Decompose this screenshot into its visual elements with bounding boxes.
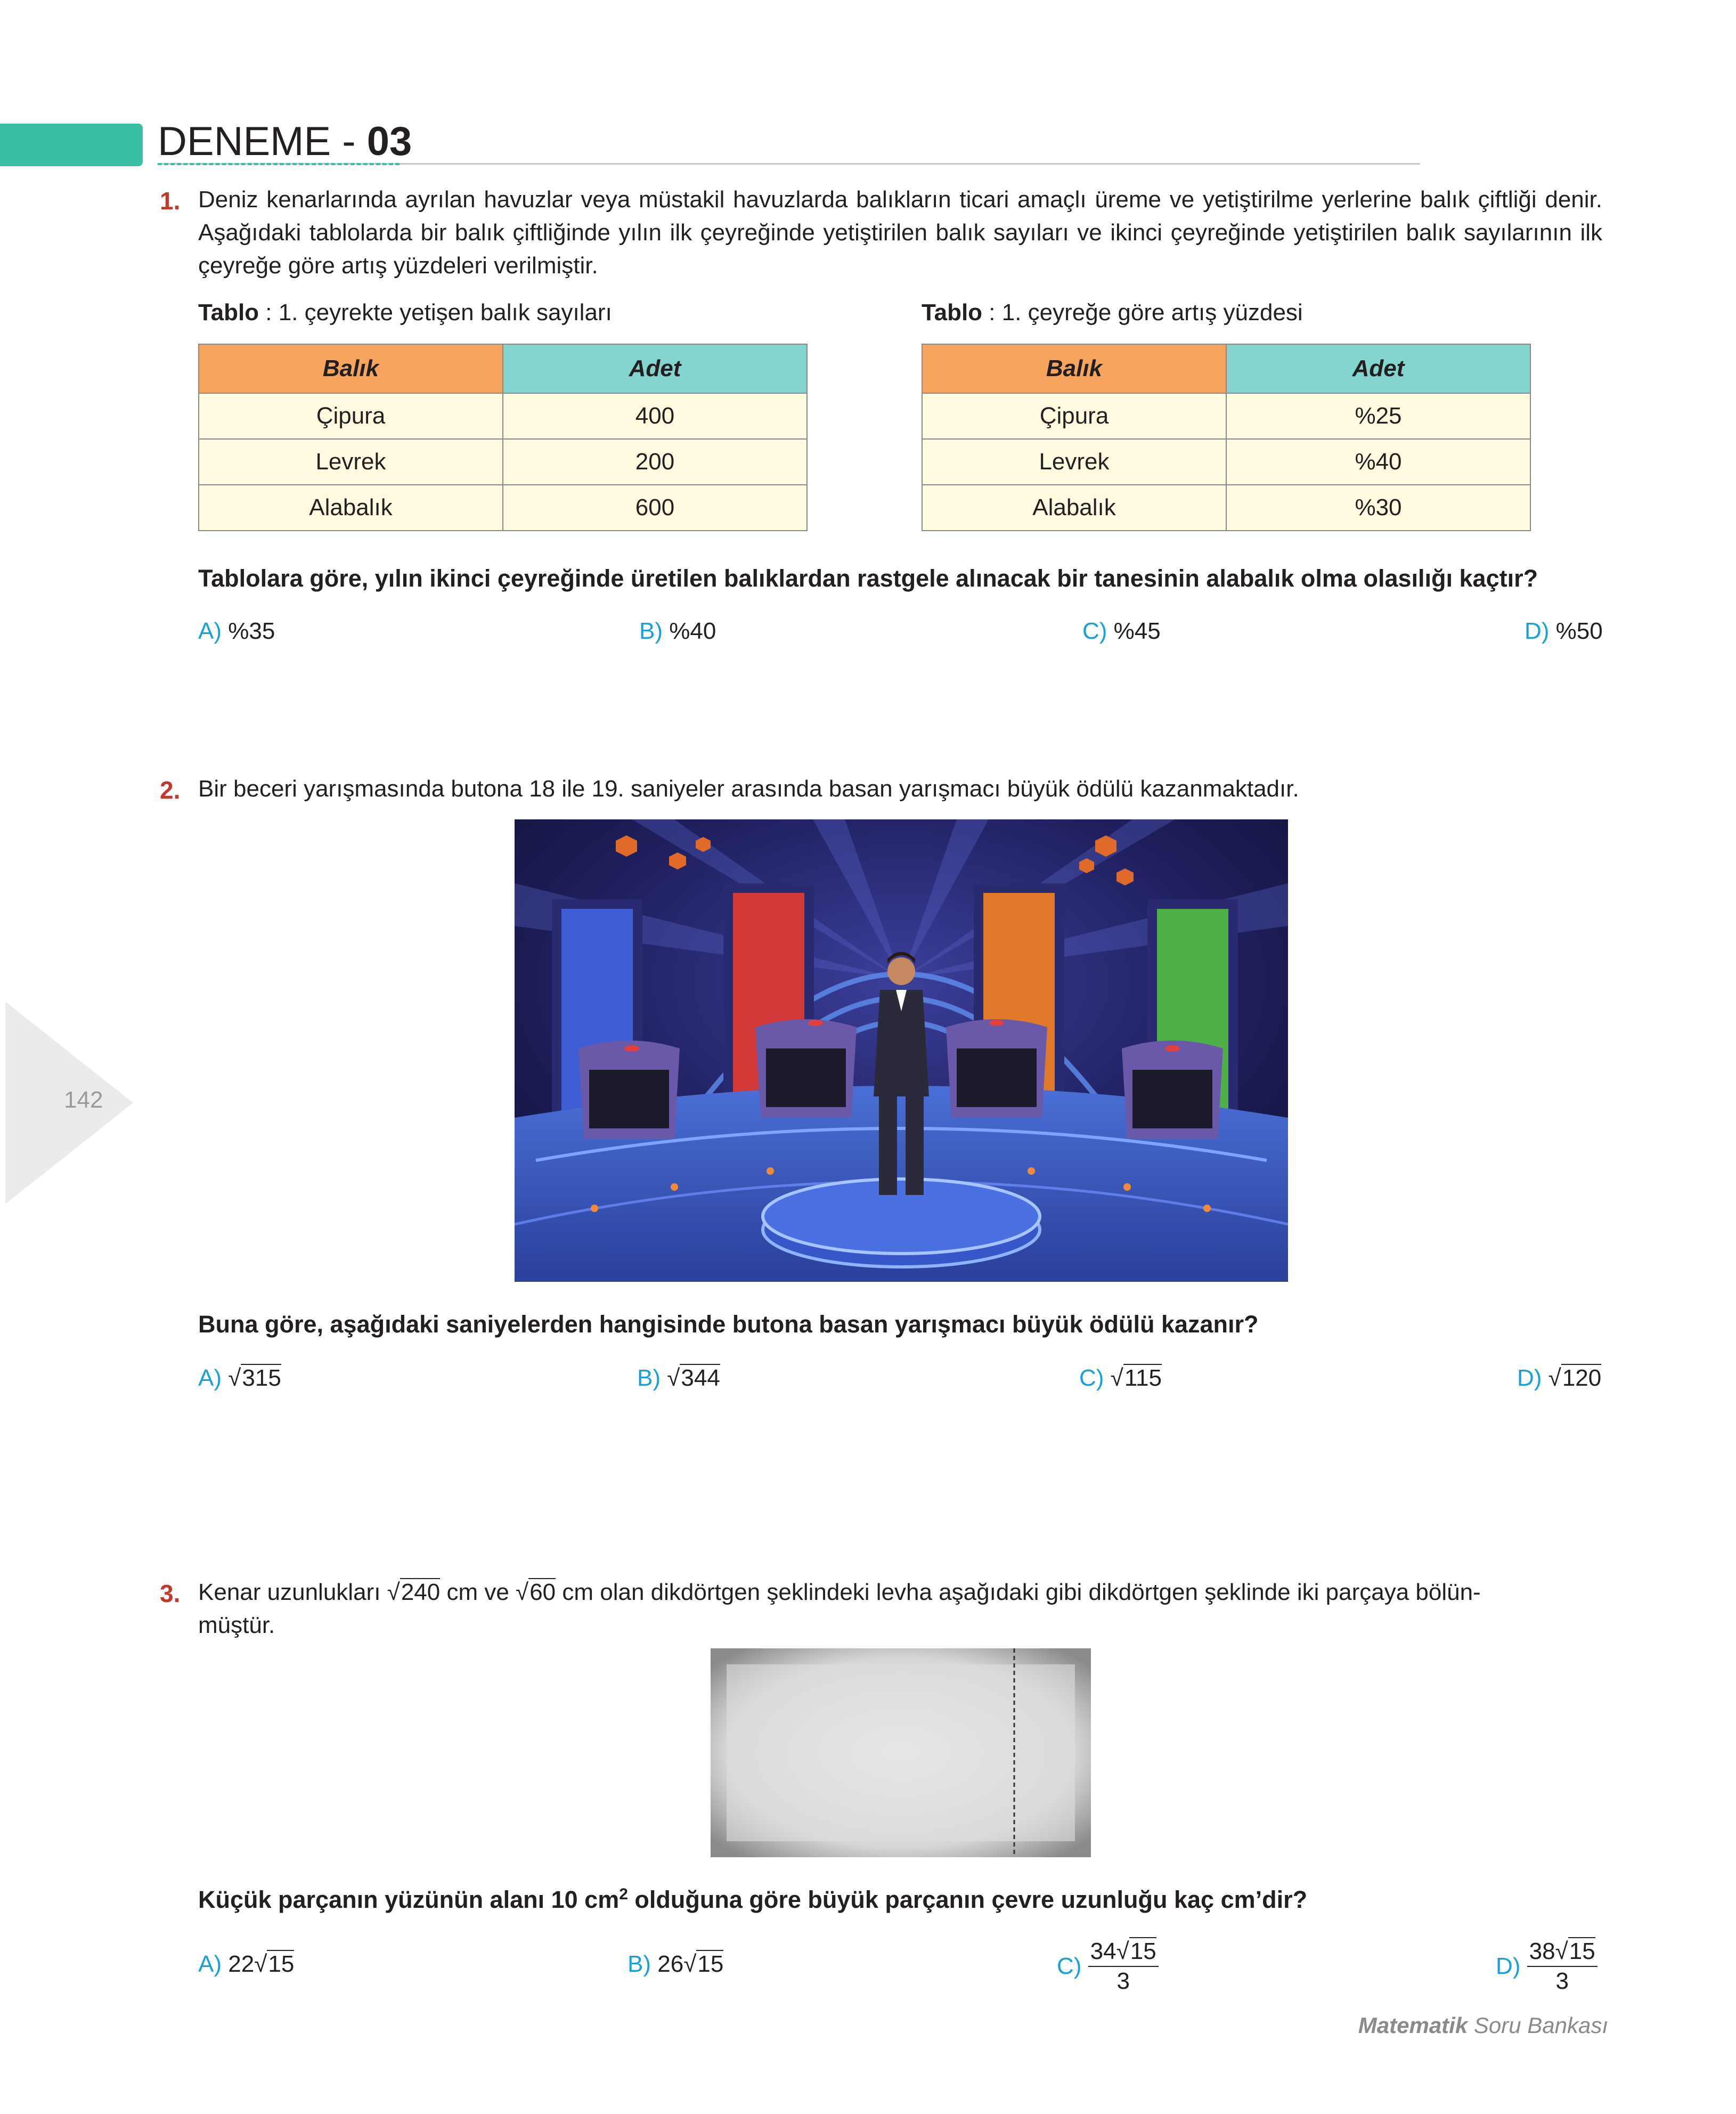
- q1-number: 1.: [160, 187, 181, 215]
- table1-header-count: Adet: [503, 344, 807, 393]
- table-row: [199, 485, 807, 531]
- table-row: [199, 393, 807, 439]
- q1-table2-caption: Tablo : 1. çeyreğe göre artış yüzdesi: [922, 299, 1303, 326]
- table-cell: Çipura: [199, 393, 503, 439]
- q1-text: Deniz kenarlarında ayrılan havuzlar veya müstakil havuzlarda balıkların ticari amaçlı üreme ve yetiştirilme yerlerine balık çiftliği denir. Aşağıdaki tablolarda bir balık çiftliğinde yılın ilk çeyreğinde yetiştirilen balık sayıları ve ikinci çeyreğinde yetiştirilen balık sayılarının ilk çeyreğe göre artış yüzdeleri verilmiştir.: [198, 186, 1602, 279]
- table-cell: Alabalık: [922, 485, 1226, 531]
- q2-option-d[interactable]: D) √120: [1517, 1365, 1602, 1391]
- table-cell: %30: [1226, 485, 1530, 531]
- table-row: [922, 485, 1530, 531]
- q2-option-c[interactable]: C) √115: [1079, 1365, 1162, 1391]
- table-row: [199, 439, 807, 485]
- q3-option-b[interactable]: B) 26√15: [627, 1951, 724, 1977]
- q1-option-b[interactable]: B) %40: [639, 618, 716, 644]
- q1-table2: [922, 344, 1531, 531]
- table-row: [922, 393, 1530, 439]
- q1-table1: [198, 344, 808, 531]
- table-cell: Levrek: [199, 439, 503, 485]
- table2-header-increase: Adet: [1226, 344, 1530, 393]
- q2-question: Buna göre, aşağıdaki saniyelerden hangisinde butona basan yarışmacı büyük ödülü kazanır?: [198, 1311, 1259, 1338]
- q2-text: Bir beceri yarışmasında butona 18 ile 19. saniyeler arasında basan yarışmacı büyük ödülü kazanmaktadır.: [198, 776, 1299, 802]
- table-row: [922, 439, 1530, 485]
- q2-number: 2.: [160, 776, 181, 804]
- footer-brand: Matematik Soru Bankası: [1358, 2013, 1608, 2038]
- table2-header-fish: Balık: [922, 344, 1226, 393]
- header-accent-bar: [0, 124, 143, 166]
- q2-option-b[interactable]: B) √344: [637, 1365, 720, 1391]
- table-cell: %25: [1226, 393, 1530, 439]
- q1-table1-caption: Tablo : 1. çeyrekte yetişen balık sayıları: [198, 299, 612, 326]
- q3-option-c[interactable]: C) $\frac{34√15}{3}$: [1057, 1937, 1159, 1996]
- table-cell: 200: [503, 439, 807, 485]
- table-cell: %40: [1226, 439, 1530, 485]
- q3-number: 3.: [160, 1580, 181, 1607]
- q1-question: Tablolara göre, yılın ikinci çeyreğinde üretilen balıklardan rastgele alınacak bir tanesinin alabalık olma olasılığı kaçtır?: [198, 565, 1538, 592]
- q3-option-a[interactable]: A) 22√15: [198, 1951, 295, 1977]
- table-cell: 400: [503, 393, 807, 439]
- q1-option-a[interactable]: A) %35: [198, 618, 275, 644]
- q3-option-d[interactable]: D) $\frac{38√15}{3}$: [1496, 1937, 1598, 1996]
- q1-option-d[interactable]: D) %50: [1525, 618, 1603, 644]
- table-cell: Alabalık: [199, 485, 503, 531]
- table1-header-fish: Balık: [199, 344, 503, 393]
- table-cell: Çipura: [922, 393, 1226, 439]
- q1-option-c[interactable]: C) %45: [1082, 618, 1161, 644]
- q2-option-a[interactable]: A) √315: [198, 1365, 281, 1391]
- table-cell: Levrek: [922, 439, 1226, 485]
- q3-text: Kenar uzunlukları √240 cm ve √60 cm olan dikdörtgen şeklindeki levha aşağıdaki gibi dikdörtgen şeklinde iki parçaya bölün- müştür.: [198, 1579, 1481, 1638]
- page-number: 142: [64, 1087, 103, 1113]
- title-rule-accent: [158, 163, 400, 165]
- q3-question: Küçük parçanın yüzünün alanı 10 $cm^2$ olduğuna göre büyük parçanın çevre uzunluğu kaç cm’dir?: [198, 1885, 1308, 1913]
- page-title: DENEME - 03: [158, 119, 412, 164]
- rectangle-plate-figure: [711, 1648, 1091, 1857]
- table-cell: 600: [503, 485, 807, 531]
- game-show-illustration: [515, 819, 1288, 1282]
